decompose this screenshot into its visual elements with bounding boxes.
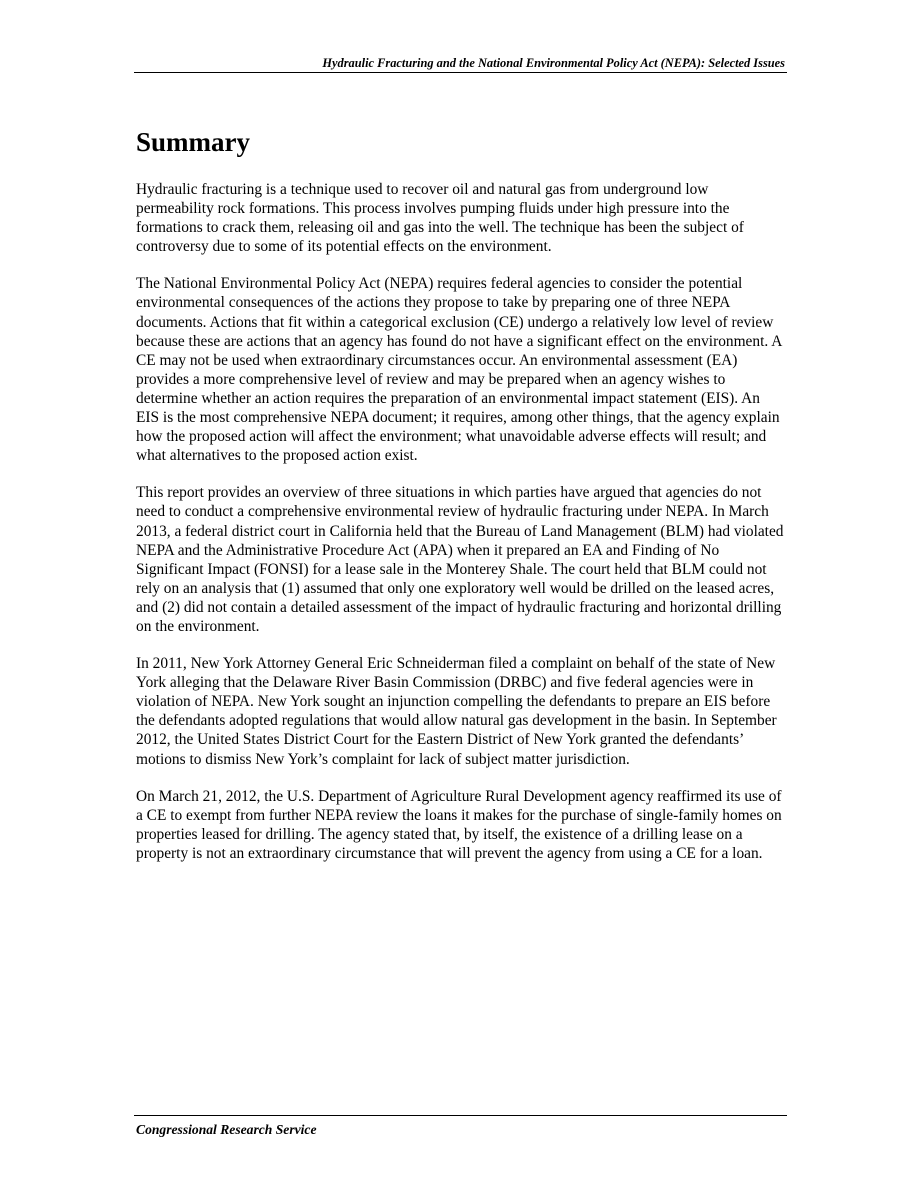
summary-paragraph-4: In 2011, New York Attorney General Eric Schneiderman filed a complaint on behalf of the state of New York alleging that the Delaware River Basin Commission (DRBC) and five federal agencies were in violation of NEPA. New York sought an injunction compelling the defendants to prepare an EIS before the defendants adopted regulations that would allow natural gas development in the basin. In September 2012, the United States District Court for the Eastern District of New York granted the defendants’ motions to dismiss New York’s complaint for lack of subject matter jurisdiction.	[136, 655, 777, 768]
summary-heading: Summary	[136, 127, 250, 157]
summary-paragraph-3: This report provides an overview of three situations in which parties have argued that agencies do not need to conduct a comprehensive environmental review of hydraulic fracturing under NEPA. In March 2013, a federal district court in California held that the Bureau of Land Management (BLM) had violated NEPA and the Administrative Procedure Act (APA) when it prepared an EA and Finding of No Significant Impact (FONSI) for a lease sale in the Monterey Shale. The court held that BLM could not rely on an analysis that (1) assumed that only one exploratory well would be drilled on the leased acres, and (2) did not contain a detailed assessment of the impact of hydraulic fracturing and horizontal drilling on the environment.	[136, 484, 784, 635]
summary-paragraph-2: The National Environmental Policy Act (NEPA) requires federal agencies to consider the potential environmental consequences of the actions they propose to take by preparing one of three NEPA documents. Actions that fit within a categorical exclusion (CE) undergo a relatively low level of review because these are actions that an agency has found do not have a significant effect on the environment. A CE may not be used when extraordinary circumstances occur. An environmental assessment (EA) provides a more comprehensive level of review and may be prepared when an agency wishes to determine whether an action requires the preparation of an environmental impact statement (EIS). An EIS is the most comprehensive NEPA document; it requires, among other things, that the agency explain how the proposed action will affect the environment; what unavoidable adverse effects will result; and what alternatives to the proposed action exist.	[136, 275, 782, 465]
header-title: Hydraulic Fracturing and the National Environmental Policy Act (NEPA): Selected Issues	[322, 56, 785, 70]
running-footer	[134, 1115, 787, 1137]
running-header	[134, 55, 787, 73]
summary-paragraph-5: On March 21, 2012, the U.S. Department of Agriculture Rural Development agency reaffirmed its use of a CE to exempt from further NEPA review the loans it makes for the purchase of single-family homes on properties leased for drilling. The agency stated that, by itself, the existence of a drilling lease on a property is not an extraordinary circumstance that will prevent the agency from using a CE for a loan.	[136, 787, 782, 862]
footer-text: Congressional Research Service	[136, 1122, 317, 1137]
summary-section	[136, 124, 786, 881]
summary-paragraph-1: Hydraulic fracturing is a technique used to recover oil and natural gas from underground low permeability rock formations. This process involves pumping fluids under high pressure into the formations to crack them, releasing oil and gas into the well. The technique has been the subject of controversy due to some of its potential effects on the environment.	[136, 181, 744, 256]
